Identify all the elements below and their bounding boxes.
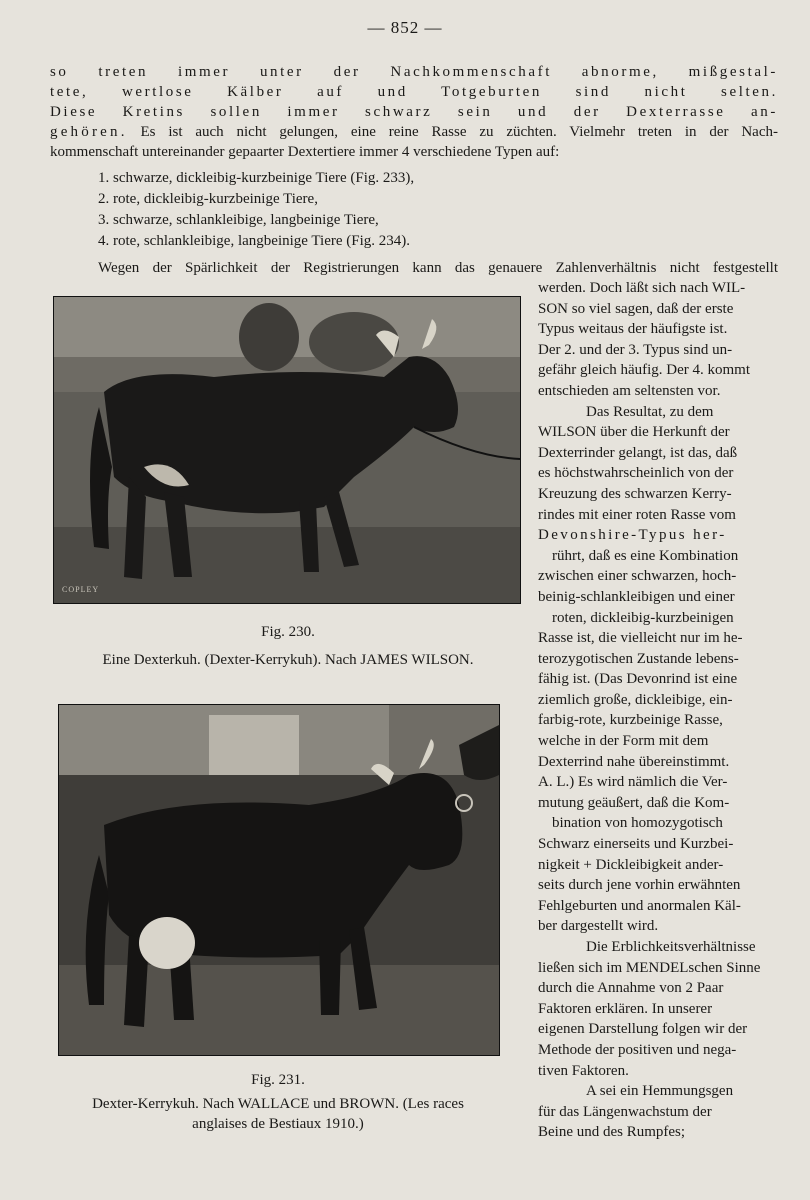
text-line: Diese Kretins sollen immer schwarz sein und der Dexterrasse an- — [50, 104, 778, 120]
text-line: Die Erblichkeitsverhältnisse — [586, 939, 756, 955]
text-line: rindes mit einer roten Rasse vom — [538, 506, 736, 523]
fig231-label: Fig. 231. — [251, 1072, 305, 1088]
fig230-label: Fig. 230. — [261, 624, 315, 640]
text-line: SON so viel sagen, daß der erste — [538, 300, 734, 317]
text-line: für das Längenwachstum der — [538, 1103, 712, 1120]
text-line: bination von homozygotisch — [552, 815, 723, 832]
text-line: Typus weitaus der häufigste ist. — [538, 321, 728, 338]
text-line: zwischen einer schwarzen, hoch- — [538, 568, 737, 585]
text-line: WILSON über die Herkunft der — [538, 424, 730, 441]
text-line: es höchstwahrscheinlich von der — [538, 465, 734, 482]
text-line: A. L.) Es wird nämlich die Ver- — [538, 774, 728, 791]
text-line: Fehlgeburten und anormalen Käl- — [538, 897, 741, 914]
text-line: Devonshire-Typus her- — [538, 527, 727, 544]
text-line: Dexterrinder gelangt, ist das, daß — [538, 444, 738, 461]
text-line: A sei ein Hemmungsgen — [586, 1083, 734, 1100]
text-line: Methode der positiven und nega- — [538, 1041, 737, 1058]
text-line: fähig ist. (Das Devonrind ist eine — [538, 671, 738, 688]
text-line: Kreuzung des schwarzen Kerry- — [538, 485, 732, 502]
text-line: ließen sich im MENDELschen Sinne — [538, 959, 761, 976]
text-line: seits durch jene vorhin erwähnten — [538, 877, 741, 894]
page-number: — 852 — — [367, 18, 443, 37]
types-list — [98, 168, 414, 252]
fig230-photo — [53, 296, 521, 604]
text-line: Faktoren erklären. In unserer — [538, 1000, 713, 1017]
text-line: rührt, daß es eine Kombination — [552, 547, 739, 564]
text-line: Schwarz einerseits und Kurzbei- — [538, 836, 734, 853]
fig231-caption-line: Dexter-Kerrykuh. Nach WALLACE und BROWN. (Les races — [92, 1096, 464, 1112]
text-line: ziemlich große, dickleibige, ein- — [538, 691, 733, 708]
list-item: 1. schwarze, dickleibig-kurzbeinige Tiere (Fig. 233), — [98, 170, 415, 186]
text-line: gefähr gleich häufig. Der 4. kommt — [538, 362, 751, 379]
text-line: Das Resultat, zu dem — [586, 403, 714, 420]
text-line: Rasse ist, die vielleicht nur im he- — [538, 630, 743, 647]
text-line — [50, 122, 778, 142]
list-item: 2. rote, dickleibig-kurzbeinige Tiere, — [98, 191, 318, 207]
text-line: entschieden am seltensten vor. — [538, 382, 721, 399]
list-item: 3. schwarze, schlankleibige, langbeinige Tiere, — [98, 212, 379, 228]
text-line: Dexterrind nahe übereinstimmt. — [538, 753, 730, 770]
spaced-word: gehören. — [50, 124, 128, 140]
fig231-caption-line: anglaises de Bestiaux 1910.) — [192, 1116, 364, 1132]
text-line: mutung geäußert, daß die Kom- — [538, 794, 730, 811]
text-line: nigkeit + Dickleibigkeit ander- — [538, 856, 724, 873]
photo-mark: COPLEY — [62, 585, 100, 594]
text-line: welche in der Form mit dem — [538, 733, 709, 750]
text-line: tete, wertlose Kälber auf und Totgeburten sind nicht selten. — [50, 84, 778, 100]
fig231-photo — [58, 704, 500, 1056]
text-run: Es ist auch nicht gelungen, eine reine Rasse zu züchten. Vielmehr treten in der Nach- — [127, 124, 778, 140]
text-line: Beine und des Rumpfes; — [538, 1124, 686, 1141]
fig230-caption: Eine Dexterkuh. (Dexter-Kerrykuh). Nach JAMES WILSON. — [102, 652, 474, 668]
text-line: werden. Doch läßt sich nach WIL- — [538, 280, 746, 296]
cow-illustration — [59, 705, 499, 1055]
right-column — [538, 278, 778, 1143]
text-line: beinig-schlankleibigen und einer — [538, 588, 735, 605]
list-item: 4. rote, schlankleibige, langbeinige Tiere (Fig. 234). — [98, 233, 411, 249]
text-line: durch die Annahme von 2 Paar — [538, 980, 724, 997]
text-line: roten, dickleibig-kurzbeinigen — [552, 609, 734, 626]
text-line: tiven Faktoren. — [538, 1062, 629, 1079]
cow-illustration — [54, 297, 520, 603]
paragraph-start: Wegen der Spärlichkeit der Registrierungen kann das genauere Zahlenverhältnis nicht festgestellt — [98, 260, 778, 276]
text-line: ber dargestellt wird. — [538, 918, 659, 935]
text-line: Der 2. und der 3. Typus sind un- — [538, 341, 733, 358]
text-line: so treten immer unter der Nachkommenschaft abnorme, mißgestal- — [50, 64, 778, 80]
text-line: eigenen Darstellung folgen wir der — [538, 1021, 748, 1038]
text-line: kommenschaft untereinander gepaarter Dextertiere immer 4 verschiedene Typen auf: — [50, 144, 560, 160]
text-line: terozygotischen Zustande lebens- — [538, 650, 739, 667]
text-line: farbig-rote, kurzbeinige Rasse, — [538, 712, 723, 729]
